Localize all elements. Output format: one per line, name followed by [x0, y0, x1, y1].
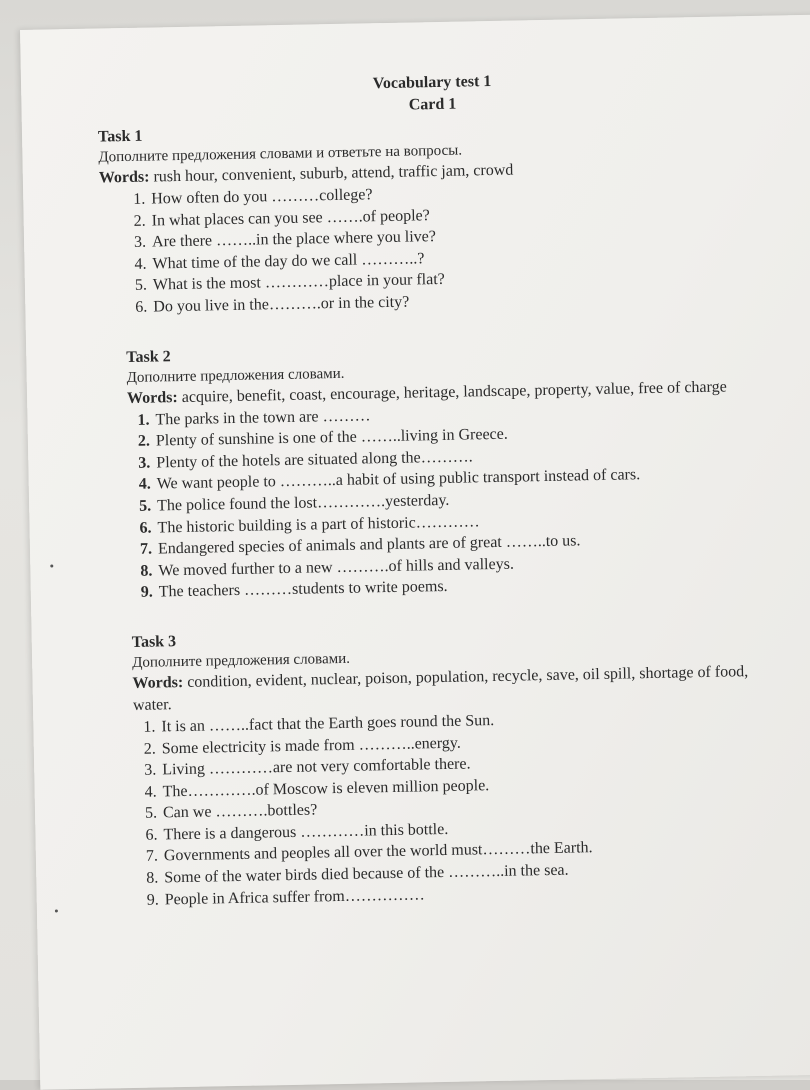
paper-speck	[50, 564, 53, 567]
list-item: 9. People in Africa suffer from……………	[163, 878, 753, 911]
task-1-list	[99, 177, 741, 319]
list-item: 2. Plenty of sunshine is one of the ……..living in Greece.	[154, 419, 744, 452]
task-2-instruction: Дополните предложения словами.	[126, 365, 345, 386]
task-2-list	[127, 398, 747, 604]
list-item: 3. Plenty of the hotels are situated along the……….	[154, 441, 744, 474]
task-2-words-label: Words:	[126, 388, 178, 407]
list-item: 6. Do you live in the……….or in the city?	[151, 285, 741, 318]
task-2-words: acquire, benefit, coast, encourage, heritage, landscape, property, value, free of charge	[181, 378, 727, 406]
test-content	[97, 66, 753, 911]
list-item: 7. Governments and peoples all over the world must………the Earth.	[162, 835, 752, 868]
task-1	[98, 114, 742, 319]
task-3-title: Task 3	[131, 633, 177, 651]
list-item: 3. Living …………are not very comfortable there.	[160, 748, 750, 781]
list-item: 8. We moved further to a new ……….of hills and valleys.	[156, 549, 746, 582]
paper-speck	[55, 909, 58, 912]
list-item: 1. How often do you ………college?	[149, 177, 739, 210]
list-item: 3. Are there ……..in the place where you live?	[150, 220, 740, 253]
list-item: 2. In what places can you see …….of people?	[149, 199, 739, 232]
task-3-words-label: Words:	[132, 673, 184, 692]
list-item: 9. The teachers ………students to write poems.	[157, 570, 747, 603]
card-title: Card 1	[408, 95, 457, 114]
list-item: 6. There is a dangerous …………in this bottle.	[161, 813, 751, 846]
list-item: 6. The historic building is a part of historic…………	[155, 506, 745, 539]
list-item: 5. Can we ……….bottles?	[161, 791, 751, 824]
list-item: 8. Some of the water birds died because of the ………..in the sea.	[162, 856, 752, 889]
list-item: 1. It is an ……..fact that the Earth goes round the Sun.	[159, 705, 749, 738]
paper-sheet	[20, 15, 810, 1090]
list-item: 5. What is the most …………place in your flat?	[151, 264, 741, 297]
list-item: 4. What time of the day do we call ………..?	[150, 242, 740, 275]
task-1-instruction: Дополните предложения словами и ответьте на вопросы.	[98, 142, 463, 166]
task-3-instruction: Дополните предложения словами.	[132, 650, 351, 671]
task-2-title: Task 2	[126, 347, 171, 366]
list-item: 7. Endangered species of animals and plants are of great ……..to us.	[156, 527, 746, 560]
task-3-words: condition, evident, nuclear, poison, population, recycle, save, oil spill, shortage of food, water.	[132, 663, 749, 714]
task-2	[126, 335, 747, 604]
test-title: Vocabulary test 1	[372, 72, 492, 93]
list-item: 1. The parks in the town are ………	[153, 398, 743, 431]
list-item: 5. The police found the lost………….yesterday.	[155, 484, 745, 517]
task-3	[132, 620, 753, 911]
list-item: 4. The………….of Moscow is eleven million people.	[160, 770, 750, 803]
list-item: 2. Some electricity is made from ………..energy.	[160, 727, 750, 760]
list-item: 4. We want people to ………..a habit of using public transport instead of cars.	[155, 463, 745, 496]
task-1-title: Task 1	[97, 127, 143, 146]
task-1-words: rush hour, convenient, suburb, attend, traffic jam, crowd	[153, 161, 514, 186]
task-3-list	[133, 705, 753, 911]
task-1-words-label: Words:	[98, 168, 150, 187]
